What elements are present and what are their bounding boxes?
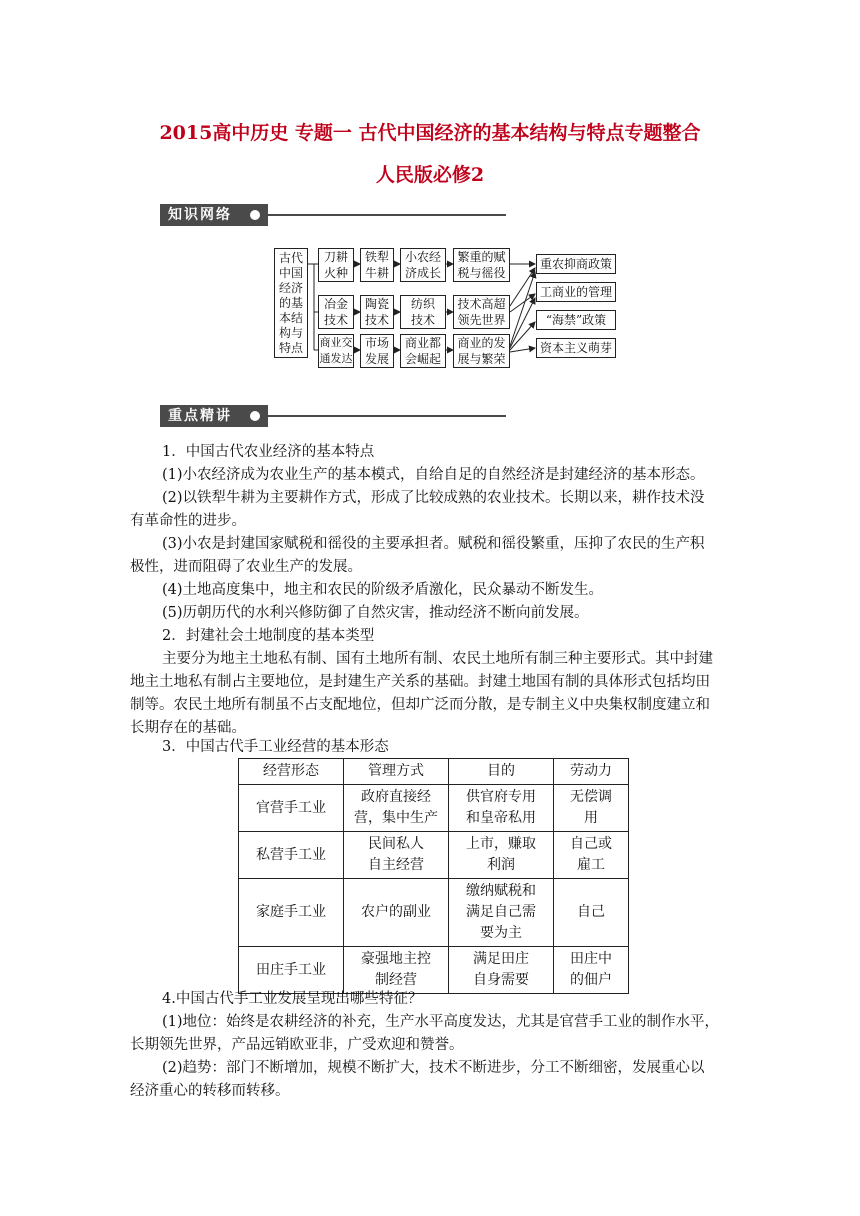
table-cell: [344, 785, 449, 832]
cell-line: 自身需要: [473, 972, 529, 988]
table-cell: [344, 879, 449, 947]
heading-4: 4.中国古代手工业发展呈现出哪些特征？: [162, 991, 423, 1007]
diagram-node: [453, 334, 510, 368]
cell-line: 供官府专用: [466, 789, 536, 805]
cell-line: 缴纳赋税和: [466, 883, 536, 899]
cell-line: 用: [584, 810, 598, 826]
diagram-node-label: 纺织技术: [410, 297, 435, 327]
table-cell: [554, 879, 629, 947]
diagram-node: [318, 295, 354, 329]
doc-title-line1: 2015高中历史 专题一 古代中国经济的基本结构与特点专题整合: [159, 122, 701, 144]
table-cell: 田庄手工业: [239, 947, 344, 994]
table-row: [239, 832, 629, 879]
table-cell: [554, 947, 629, 994]
diagram-outcome: [536, 338, 616, 358]
table-row: [239, 785, 629, 832]
paragraph: 极性，进而阻碍了农业生产的发展。: [130, 559, 362, 575]
table-row: [239, 947, 629, 994]
table-header-cell: 劳动力: [554, 759, 629, 785]
diagram-node: [453, 295, 510, 329]
diagram-node: [360, 295, 394, 329]
table-cell: [344, 832, 449, 879]
paragraph: (3)小农是封建国家赋税和徭役的主要承担者。赋税和徭役繁重，压抑了农民的生产积: [162, 536, 705, 552]
heading-3: 3．中国古代手工业经营的基本形态: [162, 739, 389, 755]
divider: [268, 214, 506, 216]
bullet-dot-icon: [250, 210, 260, 220]
cell-line: 政府直接经: [361, 789, 431, 805]
diagram-outcome: [536, 254, 616, 274]
diagram-node-label: 繁重的赋税与徭役: [457, 250, 506, 280]
table-cell: [554, 785, 629, 832]
cell-line: 豪强地主控: [361, 951, 431, 967]
section-bar-network: [160, 204, 506, 226]
diagram-node-label: 铁犁牛耕: [364, 250, 389, 280]
paragraph: 制等。农民土地所有制虽不占支配地位，但却广泛而分散，是专制主义中央集权制度建立和: [130, 697, 710, 713]
paragraph: 主要分为地主土地私有制、国有土地所有制、农民土地所有制三种主要形式。其中封建: [162, 651, 713, 667]
paragraph: 经济重心的转移而转移。: [130, 1083, 290, 1099]
paragraph: 长期领先世界，产品远销欧亚非，广受欢迎和赞誉。: [130, 1037, 464, 1053]
diagram-node-label: 商业交通发达: [319, 336, 353, 365]
cell-line: 民间私人: [368, 836, 424, 852]
cell-line: 满足自己需: [466, 904, 536, 920]
paragraph: 长期存在的基础。: [130, 720, 246, 736]
diagram-node-label: 商业的发展与繁荣: [457, 336, 506, 366]
table-header-row: [239, 759, 629, 785]
cell-line: 农户的副业: [361, 904, 431, 920]
diagram-node-label: 技术高超领先世界: [457, 297, 506, 327]
cell-line: 自主经营: [368, 857, 424, 873]
cell-line: 营，集中生产: [354, 810, 438, 826]
bullet-dot-icon: [250, 411, 260, 421]
diagram-outcome: [536, 282, 616, 302]
diagram-node-label: 刀耕火种: [323, 250, 348, 280]
diagram-node-label: 冶金技术: [323, 297, 348, 327]
table-cell: 家庭手工业: [239, 879, 344, 947]
table-cell: [449, 947, 554, 994]
table-row: [239, 879, 629, 947]
table-cell: [554, 832, 629, 879]
diagram-node-label: 陶瓷技术: [364, 297, 389, 327]
diagram-root-box: [274, 248, 308, 358]
table-header-cell: 管理方式: [344, 759, 449, 785]
diagram-node-label: 商业都会崛起: [404, 336, 441, 366]
diagram-root-label: 古代中国经济的基本结构与特点: [278, 250, 303, 355]
paragraph: (1)地位：始终是农耕经济的补充，生产水平高度发达，尤其是官营手工业的制作水平，: [162, 1014, 720, 1030]
cell-line: 满足田庄: [473, 951, 529, 967]
section-title: 重点精讲: [168, 408, 232, 424]
diagram-outcome: [536, 310, 616, 330]
cell-line: 自己: [577, 904, 605, 920]
paragraph: 地主土地私有制占主要地位，是封建生产关系的基础。封建土地国有制的具体形式包括均田: [130, 674, 710, 690]
diagram-node: [453, 248, 510, 282]
divider: [268, 415, 506, 417]
diagram-outcome-label: 重农抑商政策: [539, 257, 612, 271]
cell-line: 和皇帝私用: [466, 810, 536, 826]
diagram-node: [400, 334, 446, 368]
table-cell: [449, 832, 554, 879]
diagram-node: [360, 248, 394, 282]
knowledge-network-diagram: [270, 240, 630, 370]
diagram-node: [318, 248, 354, 282]
cell-line: 要为主: [480, 925, 522, 941]
heading-1: 1．中国古代农业经济的基本特点: [162, 444, 375, 460]
cell-line: 田庄中: [570, 951, 612, 967]
diagram-outcome-label: 工商业的管理: [539, 285, 612, 299]
diagram-node: [400, 295, 446, 329]
paragraph: (1)小农经济成为农业生产的基本模式，自给自足的自然经济是封建经济的基本形态。: [162, 467, 705, 483]
paragraph: (5)历朝历代的水利兴修防御了自然灾害，推动经济不断向前发展。: [162, 605, 589, 621]
doc-title-line2: 人民版必修2: [375, 164, 485, 186]
paragraph: (4)土地高度集中，地主和农民的阶级矛盾激化，民众暴动不断发生。: [162, 582, 604, 598]
handicraft-table: [238, 758, 629, 994]
heading-2: 2．封建社会土地制度的基本类型: [162, 628, 375, 644]
cell-line: 制经营: [375, 972, 417, 988]
paragraph: 有革命性的进步。: [130, 513, 246, 529]
paragraph: (2)趋势：部门不断增加，规模不断扩大，技术不断进步，分工不断细密，发展重心以: [162, 1060, 705, 1076]
cell-line: 无偿调: [570, 789, 612, 805]
diagram-outcome-label: 资本主义萌芽: [539, 341, 612, 355]
diagram-node: [360, 334, 394, 368]
cell-line: 上市，赚取: [466, 836, 536, 852]
cell-line: 利润: [487, 857, 515, 873]
section-title: 知识网络: [168, 207, 232, 223]
table-cell: 官营手工业: [239, 785, 344, 832]
cell-line: 的佃户: [570, 972, 612, 988]
diagram-node-label: 市场发展: [364, 336, 389, 366]
table-cell: 私营手工业: [239, 832, 344, 879]
diagram-node: [400, 248, 446, 282]
table-header-cell: 目的: [449, 759, 554, 785]
diagram-node: [318, 334, 354, 368]
cell-line: 雇工: [577, 857, 605, 873]
table-cell: [449, 785, 554, 832]
paragraph: (2)以铁犁牛耕为主要耕作方式，形成了比较成熟的农业技术。长期以来，耕作技术没: [162, 490, 705, 506]
table-header-cell: 经营形态: [239, 759, 344, 785]
table-cell: [344, 947, 449, 994]
diagram-outcome-label: “海禁”政策: [545, 313, 607, 327]
diagram-node-label: 小农经济成长: [404, 250, 441, 280]
table-cell: [449, 879, 554, 947]
cell-line: 自己或: [570, 836, 612, 852]
section-bar-focus: [160, 405, 506, 427]
